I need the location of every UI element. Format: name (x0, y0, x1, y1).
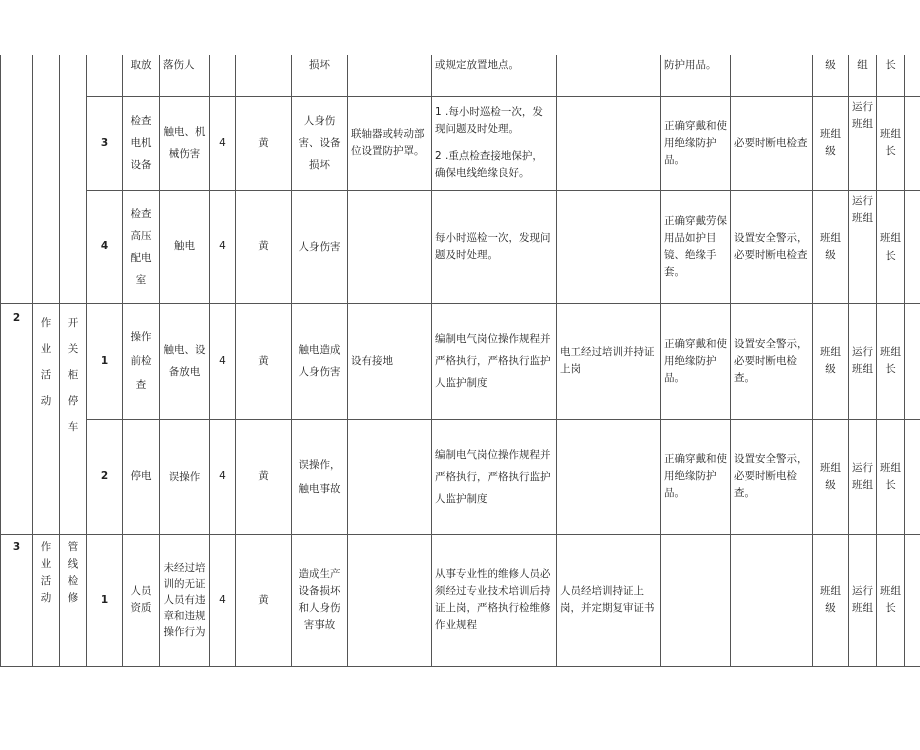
color-cell (236, 55, 292, 96)
table-row (1, 55, 920, 96)
engineering-cell (348, 55, 432, 96)
training-cell (557, 55, 661, 96)
level-cell: 4 (210, 534, 236, 666)
dept-cell: 运行班组 (849, 303, 877, 419)
management-cell: 从事专业性的维修人员必须经过专业技术培训后持证上岗，严格执行检维修作业规程 (432, 534, 557, 666)
hazard-cell: 误操作 (160, 419, 210, 534)
step-cell: 3 (87, 96, 123, 190)
group2-type-cell: 作业活动 (33, 303, 60, 534)
blank-cell (905, 190, 920, 303)
dept-cell: 组 (849, 55, 877, 96)
group3-no-cell: 3 (1, 534, 33, 666)
table-row (1, 303, 920, 419)
ppe-cell: 正确穿戴和使用绝缘防护品。 (661, 419, 731, 534)
ppe-cell: 正确穿戴劳保用品如护目镜、绝缘手套。 (661, 190, 731, 303)
group1-no-cell (1, 55, 33, 303)
management-cell: 编制电气岗位操作规程并严格执行，严格执行监护人监护制度 (432, 419, 557, 534)
group1-task-cell (60, 55, 87, 303)
blank-cell (905, 303, 920, 419)
level-cell: 4 (210, 190, 236, 303)
ppe-cell (661, 534, 731, 666)
engineering-cell: 设有接地 (348, 303, 432, 419)
table-row (1, 419, 920, 534)
management-item-2: 2 .重点检查接地保护， 确保电线绝缘良好。 (435, 150, 543, 179)
level-cell: 4 (210, 96, 236, 190)
consequence-cell: 人身伤害 (292, 190, 348, 303)
group3-task-cell: 管线检修 (60, 534, 87, 666)
activity-cell: 操作前检查 (123, 303, 160, 419)
level-unit-cell: 班组级 (813, 534, 849, 666)
consequence-cell: 损坏 (292, 55, 348, 96)
risk-assessment-table (0, 55, 920, 667)
blank-cell (905, 419, 920, 534)
emergency-cell (731, 55, 813, 96)
level-unit-cell: 班组级 (813, 96, 849, 190)
consequence-cell: 人身伤害、设备损坏 (292, 96, 348, 190)
activity-cell: 人员资质 (123, 534, 160, 666)
ppe-cell: 正确穿戴和使用绝缘防护品。 (661, 303, 731, 419)
hazard-cell: 触电 (160, 190, 210, 303)
ppe-cell: 正确穿戴和使用绝缘防护品。 (661, 96, 731, 190)
color-cell: 黄 (236, 534, 292, 666)
training-cell (557, 96, 661, 190)
step-cell (87, 55, 123, 96)
management-cell: 或规定放置地点。 (432, 55, 557, 96)
person-cell: 班组长 (877, 96, 905, 190)
dept-cell: 运行班组 (849, 419, 877, 534)
dept-cell: 运行班组 (849, 190, 877, 303)
level-cell: 4 (210, 303, 236, 419)
person-cell: 班组长 (877, 534, 905, 666)
activity-cell: 取放 (123, 55, 160, 96)
dept-cell: 运行班组 (849, 96, 877, 190)
person-cell: 班组长 (877, 303, 905, 419)
blank-cell (905, 96, 920, 190)
level-cell (210, 55, 236, 96)
engineering-cell (348, 190, 432, 303)
person-cell: 班组长 (877, 419, 905, 534)
color-cell: 黄 (236, 303, 292, 419)
step-cell: 1 (87, 534, 123, 666)
level-unit-cell: 班组级 (813, 419, 849, 534)
group3-type-cell: 作业活动 (33, 534, 60, 666)
level-unit-cell: 班组级 (813, 190, 849, 303)
training-cell (557, 190, 661, 303)
step-cell: 1 (87, 303, 123, 419)
engineering-cell (348, 534, 432, 666)
activity-cell: 停电 (123, 419, 160, 534)
hazard-cell: 触电、设备放电 (160, 303, 210, 419)
level-unit-cell: 级 (813, 55, 849, 96)
step-cell: 4 (87, 190, 123, 303)
engineering-cell: 联轴器或转动部位设置防护罩。 (348, 96, 432, 190)
emergency-cell: 设置安全警示，必要时断电检查 (731, 190, 813, 303)
management-cell: 每小时巡检一次，发现问题及时处理。 (432, 190, 557, 303)
blank-cell (905, 55, 920, 96)
hazard-cell: 触电、机械伤害 (160, 96, 210, 190)
blank-cell (905, 534, 920, 666)
training-cell: 人员经培训持证上岗，并定期复审证书 (557, 534, 661, 666)
person-cell: 长 (877, 55, 905, 96)
management-cell: 编制电气岗位操作规程并严格执行，严格执行监护人监护制度 (432, 303, 557, 419)
ppe-cell: 防护用品。 (661, 55, 731, 96)
level-cell: 4 (210, 419, 236, 534)
emergency-cell: 设置安全警示，必要时断电检查。 (731, 419, 813, 534)
activity-cell: 检查高压配电室 (123, 190, 160, 303)
group2-task-cell: 开关柜停车 (60, 303, 87, 534)
engineering-cell (348, 419, 432, 534)
dept-cell: 运行班组 (849, 534, 877, 666)
table-row (1, 190, 920, 303)
emergency-cell (731, 534, 813, 666)
group2-no-cell: 2 (1, 303, 33, 534)
color-cell: 黄 (236, 419, 292, 534)
color-cell: 黄 (236, 96, 292, 190)
hazard-cell: 未经过培训的无证人员有违章和违规操作行为 (160, 534, 210, 666)
consequence-cell: 误操作，触电事故 (292, 419, 348, 534)
activity-cell: 检查电机设备 (123, 96, 160, 190)
table-row (1, 96, 920, 190)
emergency-cell: 设置安全警示，必要时断电检查。 (731, 303, 813, 419)
training-cell: 电工经过培训并持证上岗 (557, 303, 661, 419)
level-unit-cell: 班组级 (813, 303, 849, 419)
consequence-cell: 造成生产设备损坏和人身伤害事故 (292, 534, 348, 666)
training-cell (557, 419, 661, 534)
step-cell: 2 (87, 419, 123, 534)
group1-type-cell (33, 55, 60, 303)
consequence-cell: 触电造成人身伤害 (292, 303, 348, 419)
table-row (1, 534, 920, 666)
hazard-cell: 落伤人 (160, 55, 210, 96)
person-cell: 班组长 (877, 190, 905, 303)
emergency-cell: 必要时断电检查 (731, 96, 813, 190)
management-item-1: 1 .每小时巡检一次，发 现问题及时处理。 (435, 106, 543, 135)
management-cell (432, 96, 557, 190)
color-cell: 黄 (236, 190, 292, 303)
